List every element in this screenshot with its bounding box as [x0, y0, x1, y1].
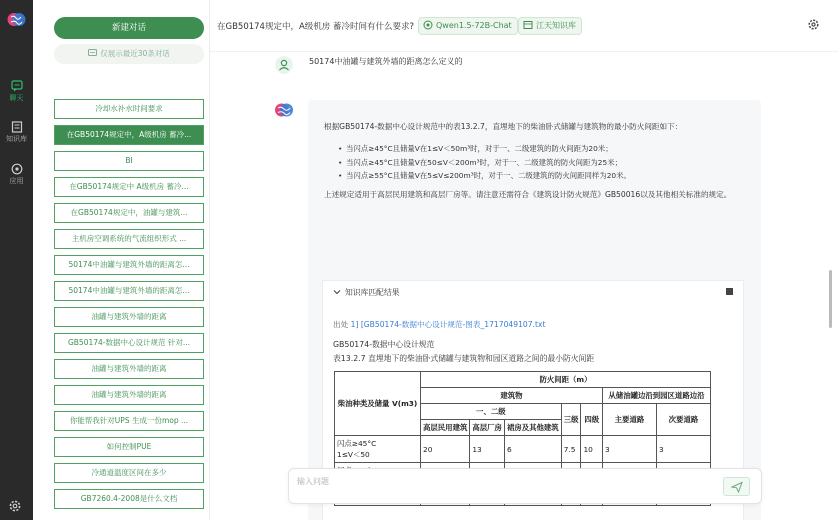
- database-icon: [523, 20, 533, 30]
- nav-apps-label: 应用: [9, 177, 24, 185]
- model-icon: [423, 20, 433, 30]
- row-label-line: 1≤V＜50: [337, 450, 370, 459]
- history-item[interactable]: 你能帮我针对UPS 生成一份mop ...: [54, 411, 204, 431]
- nav-apps[interactable]: [0, 163, 33, 186]
- chat-icon: [11, 80, 23, 92]
- kb-results-header: 知识库匹配结果: [345, 288, 400, 297]
- history-item[interactable]: 冷却水补水时间要求: [54, 99, 204, 119]
- table-header-oil-type: 柴油种类及储量 V(m3): [335, 372, 421, 436]
- chat-settings-icon[interactable]: [807, 18, 820, 31]
- answer-bullet: • 当闪点≥55°C且储量V在5≤V≤200m³时，对于一、二级建筑的防火间距同样为20米。: [338, 169, 631, 183]
- history-item[interactable]: 在GB50174规定中 A级机房 蓄冷...: [54, 177, 204, 197]
- message-composer: [288, 468, 762, 504]
- table-header-main-road: 主要道路: [602, 404, 656, 436]
- table-cell: 13: [470, 436, 505, 463]
- chat-scrollbar[interactable]: [829, 270, 832, 328]
- kb-doc-title: GB50174-数据中心设计规范: [333, 340, 435, 349]
- assistant-avatar-icon: [274, 100, 294, 120]
- answer-bullet: • 当闪点≥45°C且储量V在50≤V＜200m³时，对于一、二级建筑的防火间距为25米；: [338, 156, 631, 170]
- history-item[interactable]: 在GB50174规定中，A级机房 蓄冷...: [54, 125, 204, 145]
- history-item[interactable]: BI: [54, 151, 204, 171]
- row-label-cell: [335, 436, 421, 463]
- send-icon: [731, 481, 743, 493]
- settings-gear-icon[interactable]: [8, 499, 22, 513]
- left-rail: [0, 0, 33, 520]
- table-cell: 10: [581, 436, 602, 463]
- user-avatar: [275, 56, 293, 74]
- brain-logo-icon[interactable]: [7, 10, 26, 29]
- recent-conversations-note: [54, 44, 204, 64]
- user-icon: [275, 56, 293, 74]
- history-item[interactable]: 冷通道温度区间在多少: [54, 463, 204, 483]
- table-header-road: 从储油罐边沿到园区道路边沿: [602, 388, 710, 404]
- knowledge-base-chip[interactable]: [518, 17, 582, 35]
- history-item[interactable]: GB50174-数据中心设计规范 针对...: [54, 333, 204, 353]
- chat-area: [210, 52, 838, 520]
- nav-knowledge-base-label: 知识库: [6, 135, 27, 143]
- history-item[interactable]: 在GB50174规定中，油罐与建筑...: [54, 203, 204, 223]
- table-cell: 6: [504, 436, 561, 463]
- kb-source-link[interactable]: 1] [GB50174-数据中心设计规范-图表_1717049107.txt: [350, 320, 546, 329]
- answer-bullets: [338, 142, 631, 183]
- new-chat-button[interactable]: 新建对话: [54, 17, 204, 39]
- chat-header: [210, 0, 838, 52]
- history-item[interactable]: 50174中油罐与建筑外墙的距离怎...: [54, 281, 204, 301]
- kb-expand-icon[interactable]: [726, 288, 733, 295]
- assistant-answer: [308, 100, 761, 520]
- apps-icon: [11, 163, 23, 175]
- table-header-annex: 裙房及其他建筑: [504, 420, 561, 436]
- nav-chat[interactable]: [0, 80, 33, 103]
- table-header-grade3: 三级: [561, 404, 581, 436]
- nav-knowledge-base[interactable]: [0, 121, 33, 144]
- table-header-minor-road: 次要道路: [656, 404, 710, 436]
- recent-note-text: 仅展示最近30条对话: [100, 49, 170, 58]
- table-header-highrise-plant: 高层厂房: [470, 420, 505, 436]
- kb-results-toggle[interactable]: [333, 287, 400, 298]
- kb-source: [333, 319, 545, 330]
- answer-bullet: • 当闪点≥45°C且储量V在1≤V＜50m³时，对于一、二级建筑的防火间距为20米；: [338, 142, 631, 156]
- history-item[interactable]: GB7260.4-2008是什么文档: [54, 489, 204, 509]
- answer-intro: 根据GB50174-数据中心设计规范中的表13.2.7，直埋地下的柴油卧式储罐与建筑物的最小防火间距如下：: [324, 122, 683, 131]
- table-cell: 3: [656, 436, 710, 463]
- send-button[interactable]: [723, 477, 750, 496]
- table-header-grade12: 一、二级: [421, 404, 562, 420]
- table-header-building: 建筑物: [421, 388, 603, 404]
- history-item[interactable]: 50174中油罐与建筑外墙的距离怎...: [54, 255, 204, 275]
- conversation-sidebar: [33, 0, 210, 520]
- history-item[interactable]: 如何控制PUE: [54, 437, 204, 457]
- table-cell: 20: [421, 436, 470, 463]
- history-item[interactable]: 油罐与建筑外墙的距离: [54, 385, 204, 405]
- table-row: [335, 436, 711, 463]
- model-chip[interactable]: [418, 17, 518, 35]
- history-item[interactable]: 油罐与建筑外墙的距离: [54, 307, 204, 327]
- table-cell: 3: [602, 436, 656, 463]
- table-header-highrise-civil: 高层民用建筑: [421, 420, 470, 436]
- nav-chat-label: 聊天: [9, 94, 24, 102]
- table-header-grade4: 四级: [581, 404, 602, 436]
- book-icon: [11, 121, 23, 133]
- table-cell: 7.5: [561, 436, 581, 463]
- answer-outro: 上述规定适用于高层民用建筑和高层厂房等。请注意还需符合《建筑设计防火规范》GB50016以及其他相关标准的规定。: [324, 190, 732, 199]
- table-header-fire-distance: 防火间距（m）: [421, 372, 711, 388]
- chat-bubble-icon: [88, 49, 97, 58]
- knowledge-base-chip-label: 江天知识库: [536, 21, 576, 30]
- history-item[interactable]: 主机房空调系统的气流组织形式 ...: [54, 229, 204, 249]
- kb-source-prefix: 出处: [333, 320, 349, 329]
- row-label-line: 闪点≥45°C: [337, 439, 377, 448]
- message-input[interactable]: [297, 474, 697, 488]
- conversation-title: 在GB50174规定中，A级机房 蓄冷时间有什么要求?: [217, 22, 414, 32]
- model-chip-label: Qwen1.5-72B-Chat: [436, 21, 512, 30]
- kb-table-caption: 表13.2.7 直埋地下的柴油卧式储罐与建筑物和园区道路之间的最小防火间距: [333, 354, 595, 363]
- history-item[interactable]: 油罐与建筑外墙的距离: [54, 359, 204, 379]
- chevron-down-icon: [333, 288, 341, 296]
- user-message: 50174中油罐与建筑外墙的距离怎么定义的: [309, 57, 463, 66]
